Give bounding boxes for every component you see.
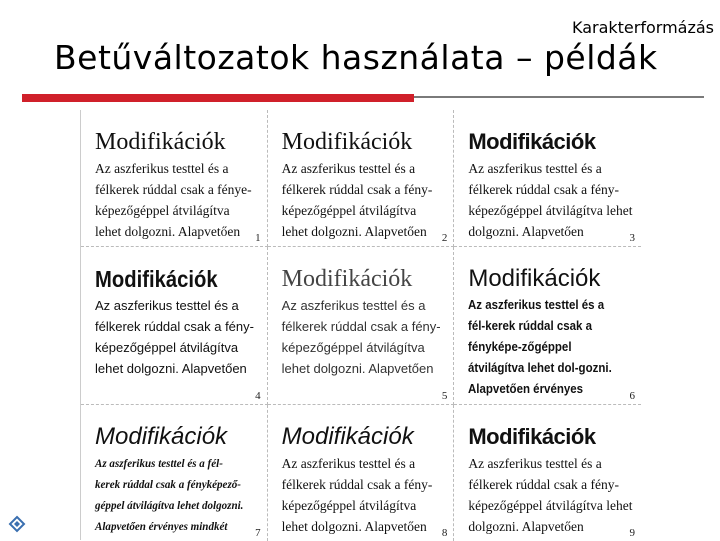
sample-3	[454, 110, 641, 247]
sample-number: 3	[629, 232, 635, 244]
sample-heading: Modifikációk	[95, 266, 218, 292]
sample-number: 9	[629, 527, 635, 539]
sample-body: Az aszferikus testtel és a félkerek rúddal csak a fény-képezőgéppel átvilágítva lehet dolgozni. Alapvetően	[468, 456, 633, 534]
sample-5	[268, 247, 455, 405]
sample-number: 5	[441, 390, 448, 402]
sample-heading: Modifikációk	[468, 424, 596, 449]
sample-1	[81, 110, 268, 247]
sample-6	[454, 247, 641, 405]
slide-title: Betűváltozatok használata – példák	[54, 38, 658, 77]
sample-body: Az aszferikus testtel és a félkerek rúddal csak a fény-képezőgéppel átvilágítva lehet dolgozni. Alapvetően	[95, 298, 254, 376]
sample-heading: Modifikációk	[95, 423, 228, 450]
sample-heading: Modifikációk	[468, 129, 596, 154]
header-label: Karakterformázás	[571, 18, 714, 37]
diamond-bullet-icon	[9, 516, 25, 532]
typeface-sample-scan	[80, 110, 641, 540]
sample-body: Az aszferikus testtel és a félkerek rúddal csak a fénye-képezőgéppel átvilágítva lehet dolgozni. Alapvetően	[95, 161, 252, 239]
sample-heading: Modifikációk	[281, 266, 413, 292]
sample-grid	[81, 110, 641, 539]
sample-number: 2	[441, 232, 448, 244]
sample-body: Az aszferikus testtel és a fél-kerek rúddal csak a fényképező-géppel átvilágítva lehet dolgozni. Alapvetően érvényes mindkét	[95, 456, 244, 533]
sample-body: Az aszferikus testtel és a félkerek rúddal csak a fény-képezőgéppel átvilágítva lehet dolgozni. Alapvetően	[468, 161, 633, 239]
sample-number: 7	[255, 527, 261, 539]
secondary-rule	[414, 96, 704, 98]
sample-body: Az aszferikus testtel és a félkerek rúddal csak a fény-képezőgéppel átvilágítva lehet dolgozni. Alapvetően	[281, 456, 433, 534]
sample-heading: Modifikációk	[281, 423, 414, 450]
sample-body: Az aszferikus testtel és a fél-kerek rúddal csak a fényképe-zőgéppel átvilágítva lehet dol-gozni. Alapvetően érvényes	[468, 298, 613, 396]
sample-number: 1	[255, 232, 261, 244]
sample-number: 8	[441, 527, 448, 539]
sample-body: Az aszferikus testtel és a félkerek rúddal csak a fény-képezőgéppel átvilágítva lehet dolgozni. Alapvetően	[281, 161, 433, 239]
sample-heading: Modifikációk	[281, 129, 413, 155]
sample-4	[81, 247, 268, 405]
sample-heading: Modifikációk	[95, 129, 226, 155]
accent-rule	[22, 94, 414, 102]
sample-number: 4	[255, 390, 261, 402]
sample-heading: Modifikációk	[468, 265, 601, 292]
sample-9	[454, 405, 641, 541]
sample-number: 6	[629, 390, 635, 402]
sample-body: Az aszferikus testtel és a félkerek rúddal csak a fény-képezőgéppel átvilágítva lehet dolgozni. Alapvetően	[281, 298, 441, 376]
sample-2	[268, 110, 455, 247]
sample-7	[81, 405, 268, 541]
sample-8	[268, 405, 455, 541]
